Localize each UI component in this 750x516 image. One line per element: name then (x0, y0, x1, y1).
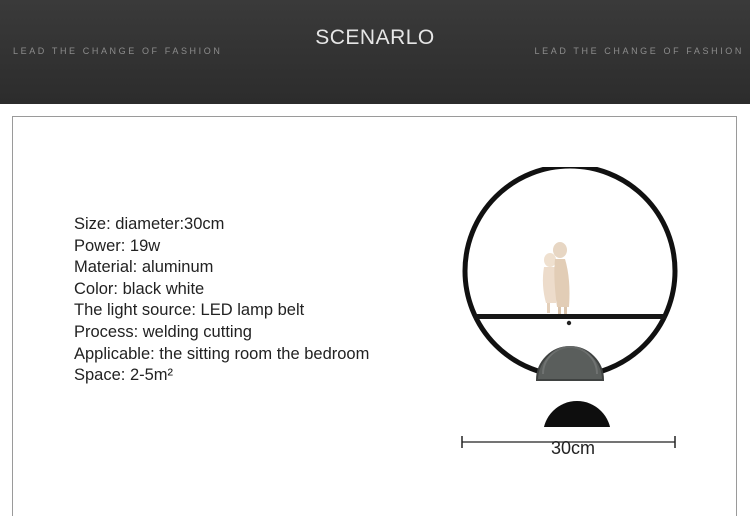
lamp-shelf (474, 314, 666, 319)
spec-size: Size: diameter:30cm (74, 215, 225, 233)
dimension-label: 30cm (550, 438, 595, 458)
spec-material: Material: aluminum (74, 258, 214, 277)
spec-space: Space: 2-5m² (74, 366, 174, 385)
lamp-wall-mount (543, 401, 611, 427)
spec-list (74, 214, 369, 387)
brand-title: SCENARLO (315, 26, 435, 49)
lamp-pin (567, 321, 571, 325)
spec-color: Color: black white (74, 279, 205, 298)
product-spec-panel (12, 116, 737, 516)
spec-applicable: Applicable: the sitting room the bedroom (74, 344, 370, 363)
tagline-right: LEAD THE CHANGE OF FASHION (534, 46, 744, 56)
spec-power: Power: 19w (74, 236, 161, 255)
tagline-left: LEAD THE CHANGE OF FASHION (13, 46, 223, 56)
wall-lamp-image (461, 167, 679, 427)
spec-light-source: The light source: LED lamp belt (74, 301, 305, 320)
header-banner (0, 0, 750, 104)
lamp-ring (465, 167, 675, 376)
spec-process: Process: welding cutting (74, 322, 252, 341)
